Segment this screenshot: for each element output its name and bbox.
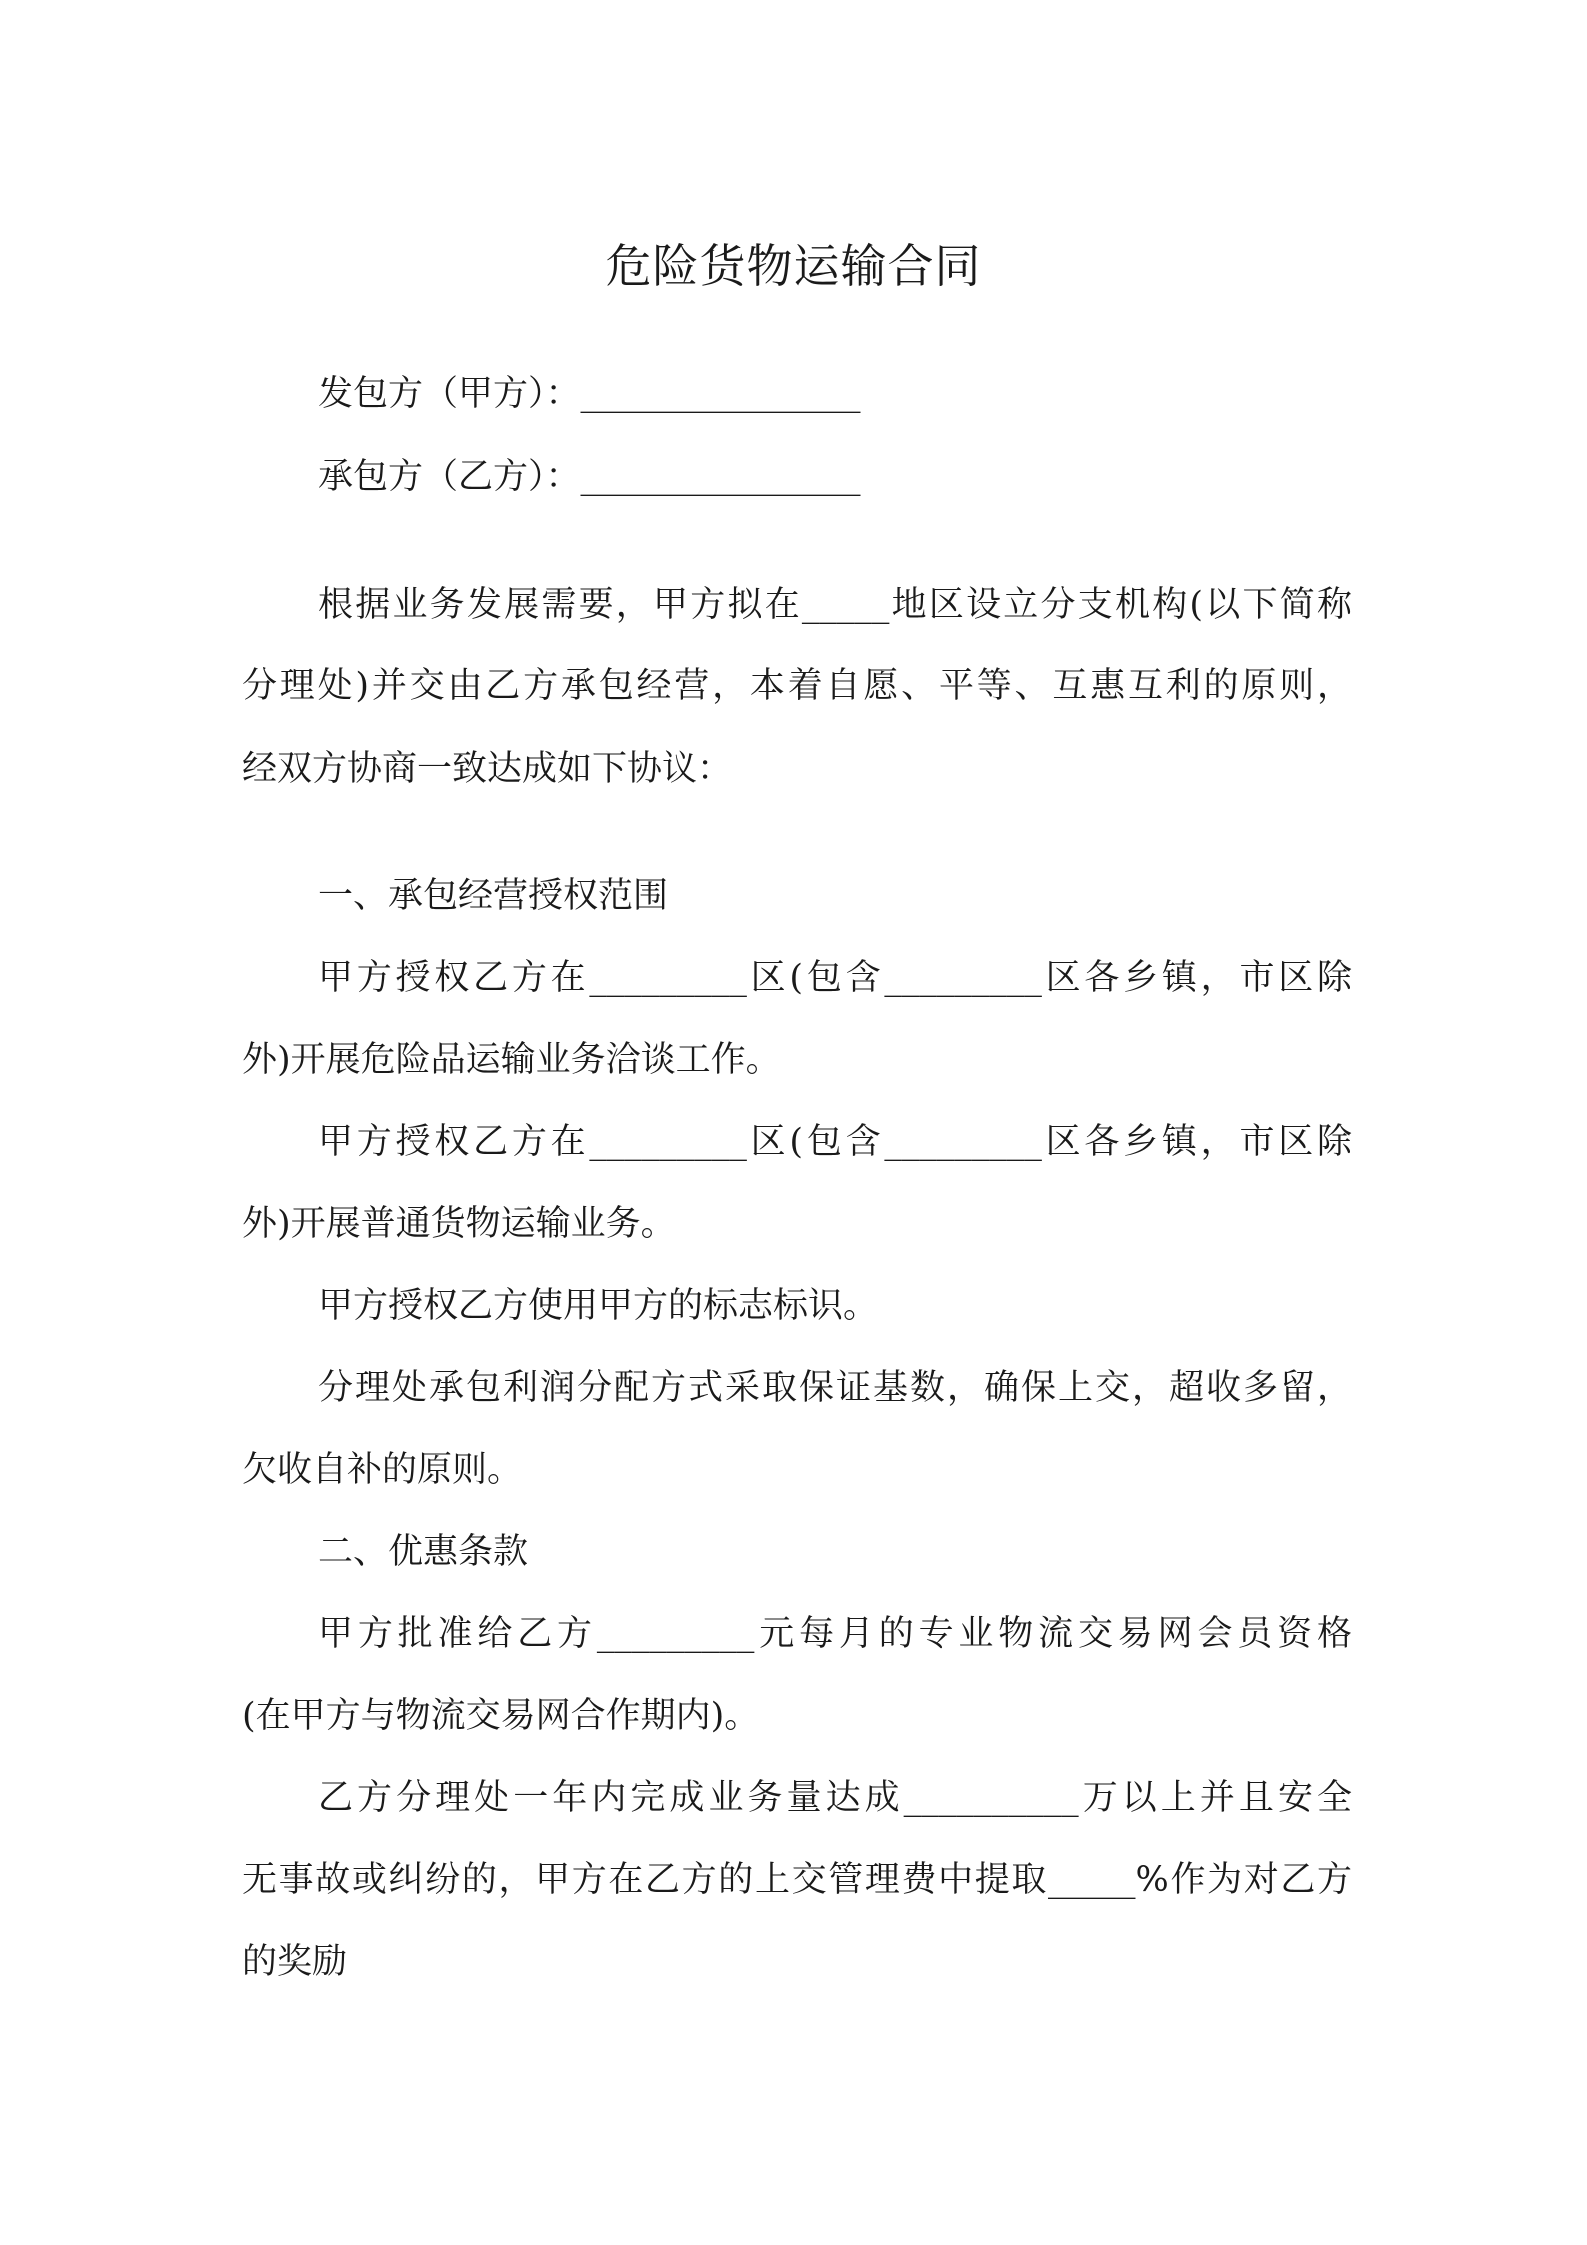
- clause-2-2-line-3: 的奖励: [242, 1942, 348, 1982]
- document-title: 危险货物运输合同: [605, 239, 982, 293]
- preamble-line-2: 分理处)并交由乙方承包经营，本着自愿、平等、互惠互利的原则，: [242, 666, 1352, 706]
- preamble-line-3: 经双方协商一致达成如下协议：: [242, 749, 733, 789]
- section-2-heading: 二、优惠条款: [318, 1532, 529, 1572]
- party-b-line: 承包方（乙方）：________________: [318, 457, 861, 497]
- clause-2-1-line-2: (在甲方与物流交易网合作期内)。: [242, 1696, 760, 1736]
- clause-1-1-line-2: 外)开展危险品运输业务洽谈工作。: [242, 1040, 781, 1080]
- section-1-heading: 一、承包经营授权范围: [318, 876, 669, 916]
- clause-2-2-line-1: 乙方分理处一年内完成业务量达成__________万以上并且安全: [318, 1778, 1352, 1818]
- clause-1-3: 甲方授权乙方使用甲方的标志标识。: [318, 1286, 879, 1326]
- clause-1-2-line-1: 甲方授权乙方在_________区(包含_________区各乡镇，市区除: [318, 1122, 1352, 1162]
- clause-1-4-line-1: 分理处承包利润分配方式采取保证基数，确保上交，超收多留，: [318, 1368, 1352, 1408]
- preamble-line-1: 根据业务发展需要，甲方拟在_____地区设立分支机构(以下简称: [318, 585, 1352, 625]
- party-a-line: 发包方（甲方）：________________: [318, 374, 861, 414]
- clause-1-1-line-1: 甲方授权乙方在_________区(包含_________区各乡镇，市区除: [318, 958, 1352, 998]
- clause-2-2-line-2: 无事故或纠纷的，甲方在乙方的上交管理费中提取_____%作为对乙方: [242, 1860, 1352, 1900]
- clause-1-2-line-2: 外)开展普通货物运输业务。: [242, 1204, 676, 1244]
- clause-1-4-line-2: 欠收自补的原则。: [242, 1450, 523, 1490]
- clause-2-1-line-1: 甲方批准给乙方_________元每月的专业物流交易网会员资格: [318, 1614, 1352, 1654]
